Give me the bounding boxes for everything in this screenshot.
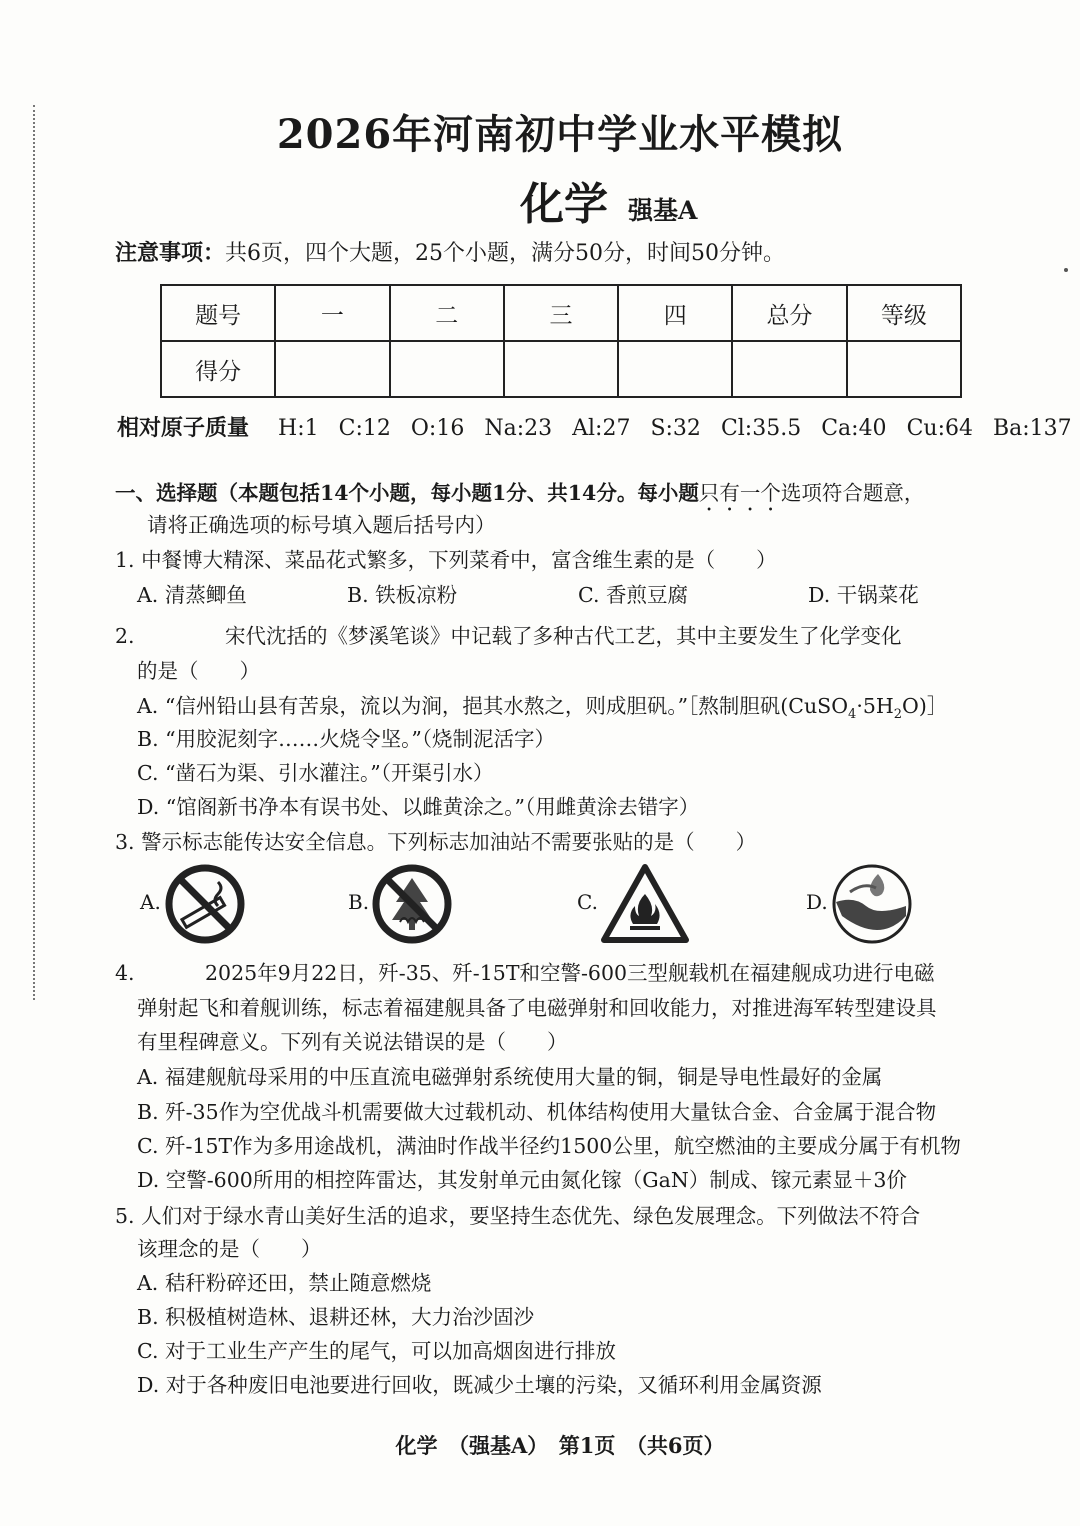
- q2-option-a-sub2: 2: [893, 707, 903, 723]
- q4-option-d[interactable]: D. 空警-600所用的相控阵雷达，其发射单元由氮化镓（GaN）制成、镓元素显＋3价: [137, 1168, 907, 1192]
- q4-option-b[interactable]: B. 歼-35作为空优战斗机需要做大过载机动、机体结构使用大量钛合金、合金属于混合物: [137, 1100, 937, 1124]
- section1-heading-a: 一、选择题（本题包括14个小题，每小题1分、共14分。每小题: [115, 481, 699, 505]
- atomic-mass-item: Na:23: [484, 416, 553, 441]
- exam-title: 2026年河南初中学业水平模拟: [276, 111, 844, 158]
- flammable-warning-icon[interactable]: [600, 862, 690, 946]
- q3-option-c-letter[interactable]: C.: [577, 890, 598, 914]
- atomic-mass-item: C:12: [338, 416, 391, 441]
- score-cell[interactable]: [732, 341, 846, 397]
- q5-option-d[interactable]: D. 对于各种废旧电池要进行回收，既减少土壤的污染，又循环利用金属资源: [137, 1373, 822, 1397]
- score-table: [160, 284, 962, 398]
- water-saving-icon[interactable]: [830, 862, 914, 946]
- score-table-header-row: [161, 285, 961, 341]
- subject-label: 化学: [520, 179, 608, 230]
- atomic-mass-item: Cl:35.5: [720, 416, 802, 441]
- score-cell[interactable]: [504, 341, 618, 397]
- q3-sign-options: [0, 862, 1080, 952]
- q2-option-c[interactable]: C. “凿石为渠、引水灌注。”（开渠引水）: [137, 761, 494, 785]
- q3-stem: 3. 警示标志能传达安全信息。下列标志加油站不需要张贴的是（ ）: [115, 830, 757, 854]
- no-forest-fire-icon[interactable]: [370, 862, 454, 946]
- no-smoking-icon[interactable]: [163, 862, 247, 946]
- q5-stem-line1: 5. 人们对于绿水青山美好生活的追求，要坚持生态优先、绿色发展理念。下列做法不符合: [115, 1204, 921, 1228]
- score-header-cell: 三: [504, 285, 618, 341]
- atomic-mass-item: S:32: [650, 416, 701, 441]
- atomic-mass-item: Cu:64: [906, 416, 973, 441]
- section1-heading-line2: 请将正确选项的标号填入题后括号内）: [147, 513, 496, 537]
- q3-option-a-letter[interactable]: A.: [140, 890, 161, 914]
- q5-stem-line2: 该理念的是（ ）: [137, 1237, 322, 1261]
- q1-option-b[interactable]: B. 铁板凉粉: [347, 583, 458, 607]
- score-header-cell: 总分: [732, 285, 846, 341]
- section1-heading-b: 选项符合题意，: [780, 481, 925, 505]
- atomic-mass-item: Al:27: [572, 416, 631, 441]
- exam-subject: [520, 168, 697, 232]
- score-header-cell: 四: [618, 285, 732, 341]
- margin-dot: [1064, 268, 1068, 272]
- q1-option-c[interactable]: C. 香煎豆腐: [578, 583, 688, 607]
- q2-stem-line1: 宋代沈括的《梦溪笔谈》中记载了多种古代工艺，其中主要发生了化学变化: [225, 624, 902, 648]
- score-row-label: 得分: [161, 341, 275, 397]
- q2-option-a-sub1: 4: [848, 707, 857, 723]
- q2-option-a-text: A. “信州铅山县有苦泉，流以为涧，挹其水熬之，则成胆矾。”［熬制胆矾(CuSO: [137, 694, 849, 718]
- q4-stem-line3: 有里程碑意义。下列有关说法错误的是（ ）: [137, 1030, 568, 1054]
- score-header-cell: 二: [390, 285, 504, 341]
- notice-label: 注意事项：: [115, 240, 226, 266]
- section1-heading-emphasis: 只有一个: [698, 481, 781, 505]
- q2-option-a-mid: ·5H: [856, 694, 894, 718]
- atomic-mass-item: Ba:137: [992, 416, 1072, 441]
- atomic-mass-item: H:1: [278, 416, 319, 441]
- score-header-cell: 一: [275, 285, 389, 341]
- notice-text: 共6页，四个大题，25个小题，满分50分，时间50分钟。: [225, 241, 785, 266]
- score-cell[interactable]: [390, 341, 504, 397]
- q1-option-a[interactable]: A. 清蒸鲫鱼: [137, 583, 247, 607]
- score-header-cell: 题号: [161, 285, 275, 341]
- score-cell[interactable]: [618, 341, 732, 397]
- exam-notice: [115, 236, 785, 267]
- score-table-score-row: [161, 341, 961, 397]
- q4-option-c[interactable]: C. 歼-15T作为多用途战机，满油时作战半径约1500公里，航空燃油的主要成分属于有机物: [137, 1134, 961, 1158]
- atomic-mass-item: O:16: [410, 416, 465, 441]
- q5-option-c[interactable]: C. 对于工业生产产生的尾气，可以加高烟囱进行排放: [137, 1339, 616, 1363]
- q4-stem-line2: 弹射起飞和着舰训练，标志着福建舰具备了电磁弹射和回收能力，对推进海军转型建设具: [137, 996, 937, 1020]
- q4-option-a[interactable]: A. 福建舰航母采用的中压直流电磁弹射系统使用大量的铜，铜是导电性最好的金属: [137, 1065, 883, 1089]
- q2-option-d[interactable]: D. “馆阁新书净本有误书处、以雌黄涂之。”（用雌黄涂去错字）: [137, 795, 700, 819]
- variant-label: 强基A: [628, 196, 698, 225]
- q3-option-d-letter[interactable]: D.: [806, 890, 828, 914]
- q5-option-a[interactable]: A. 秸秆粉碎还田，禁止随意燃烧: [137, 1271, 432, 1295]
- q1-stem: 1. 中餐博大精深、菜品花式繁多，下列菜肴中，富含维生素的是（ ）: [115, 548, 777, 572]
- atomic-masses: [117, 411, 1072, 442]
- score-header-cell: 等级: [847, 285, 961, 341]
- atomic-masses-label: 相对原子质量: [117, 415, 250, 441]
- q3-option-b-letter[interactable]: B.: [348, 890, 370, 914]
- q2-stem-line2: 的是（ ）: [137, 659, 260, 683]
- atomic-mass-item: Ca:40: [821, 416, 887, 441]
- q2-option-b[interactable]: B. “用胶泥刻字……火烧令坚。”（烧制泥活字）: [137, 727, 556, 751]
- q4-stem-line1: 2025年9月22日，歼-35、歼-15T和空警-600三型舰载机在福建舰成功进行电磁: [205, 961, 935, 985]
- score-cell[interactable]: [275, 341, 389, 397]
- q4-number: 4.: [115, 961, 135, 985]
- q1-option-d[interactable]: D. 干锅菜花: [808, 583, 919, 607]
- score-cell[interactable]: [847, 341, 961, 397]
- q2-option-a-end: O)］: [902, 694, 948, 718]
- page-footer: 化学 （强基A） 第1页 （共6页）: [395, 1433, 725, 1458]
- q5-option-b[interactable]: B. 积极植树造林、退耕还林，大力治沙固沙: [137, 1305, 535, 1329]
- q2-number: 2.: [115, 624, 135, 648]
